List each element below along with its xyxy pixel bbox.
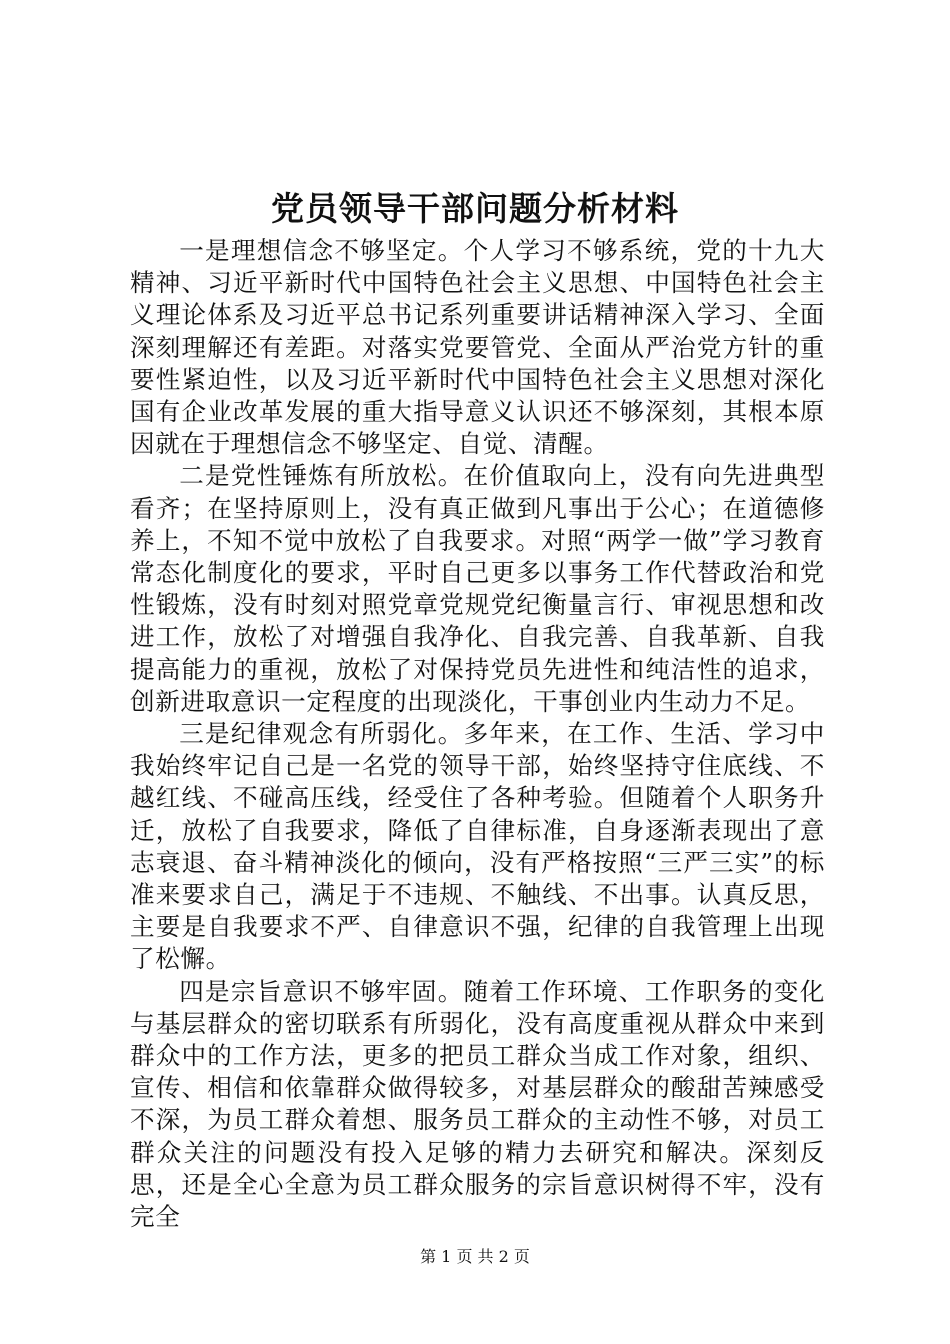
document-title: 党员领导干部问题分析材料 (271, 189, 679, 228)
paragraph-discipline: 三是纪律观念有所弱化。多年来，在工作、生活、学习中我始终牢记自己是一名党的领导干部，始终坚持守住底线、不越红线、不碰高压线，经受住了各种考验。但随着个人职务升迁，放松了自我要求，降低了自律标准，自身逐渐表现出了意志衰退、奋斗精神淡化的倾向，没有严格按照“三严三实”的标准来要求自己，满足于不违规、不触线、不出事。认真反思，主要是自我要求不严、自律意识不强，纪律的自我管理上出现了松懈。 (130, 719, 825, 974)
paragraph-purpose: 四是宗旨意识不够牢固。随着工作环境、工作职务的变化与基层群众的密切联系有所弱化，没有高度重视从群众中来到群众中的工作方法，更多的把员工群众当成工作对象，组织、宣传、相信和依靠群众做得较多，对基层群众的酸甜苦辣感受不深，为员工群众着想、服务员工群众的主动性不够，对员工群众关注的问题没有投入足够的精力去研究和解决。深刻反思，还是全心全意为员工群众服务的宗旨意识树得不牢，没有完全 (130, 976, 825, 1232)
paragraph-ideals: 一是理想信念不够坚定。个人学习不够系统，党的十九大精神、习近平新时代中国特色社会主义思想、中国特色社会主义理论体系及习近平总书记系列重要讲话精神深入学习、全面深刻理解还有差距。对落实党要管党、全面从严治党方针的重要性紧迫性，以及习近平新时代中国特色社会主义思想对深化国有企业改革发展的重大指导意义认识还不够深刻，其根本原因就在于理想信念不够坚定、自觉、清醒。 (130, 236, 825, 459)
document-body (130, 235, 825, 1233)
paragraph-party-spirit: 二是党性锤炼有所放松。在价值取向上，没有向先进典型看齐；在坚持原则上，没有真正做到凡事出于公心；在道德修养上，不知不觉中放松了自我要求。对照“两学一做”学习教育常态化制度化的要求，平时自己更多以事务工作代替政治和党性锻炼，没有时刻对照党章党规党纪衡量言行、审视思想和改进工作，放松了对增强自我净化、自我完善、自我革新、自我提高能力的重视，放松了对保持党员先进性和纯洁性的追求，创新进取意识一定程度的出现淡化，干事创业内生动力不足。 (130, 461, 825, 716)
page-footer: 第 1 页 共 2 页 (420, 1247, 530, 1266)
